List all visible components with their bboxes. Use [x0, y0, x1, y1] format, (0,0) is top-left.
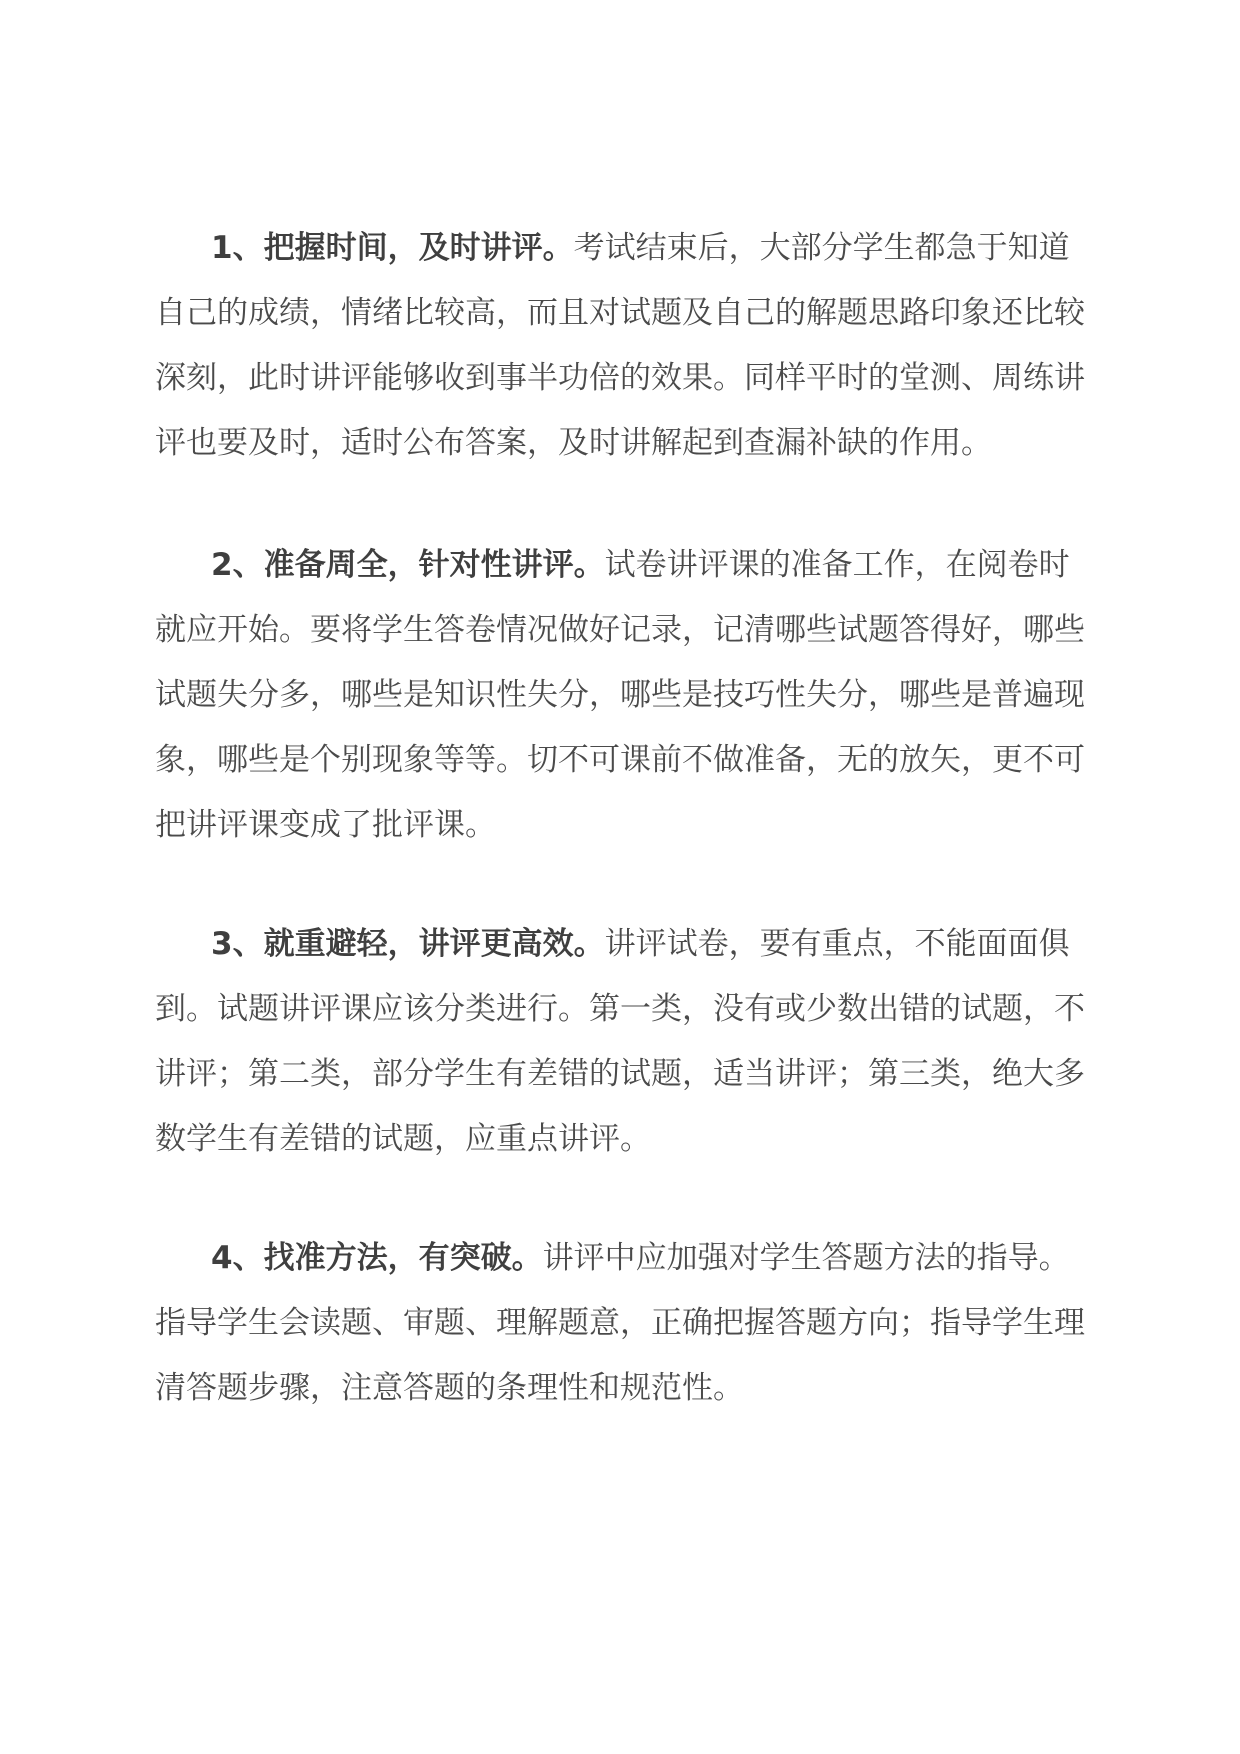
paragraph-2 — [155, 533, 1090, 858]
paragraph-text: 讲评中应加强对学生答题方法的指导。指导学生会读题、审题、理解题意，正确把握答题方向；指导学生理清答题步骤，注意答题的条理性和规范性。 — [155, 1240, 1085, 1406]
paragraph-text: 考试结束后，大部分学生都急于知道自己的成绩，情绪比较高，而且对试题及自己的解题思路印象还比较深刻，此时讲评能够收到事半功倍的效果。同样平时的堂测、周练讲评也要及时，适时公布答案，及时讲解起到查漏补缺的作用。 — [155, 230, 1085, 461]
paragraph-heading: 3、就重避轻，讲评更高效。 — [211, 926, 605, 962]
paragraph-text: 讲评试卷，要有重点，不能面面俱到。试题讲评课应该分类进行。第一类，没有或少数出错的试题，不讲评；第二类，部分学生有差错的试题，适当讲评；第三类，绝大多数学生有差错的试题，应重点讲评。 — [155, 926, 1085, 1157]
paragraph-heading: 2、准备周全，针对性讲评。 — [211, 547, 605, 583]
paragraph-heading: 4、找准方法，有突破。 — [211, 1240, 543, 1276]
paragraph-3 — [155, 912, 1090, 1172]
document-body — [155, 216, 1090, 1475]
paragraph-4 — [155, 1226, 1090, 1421]
paragraph-text: 试卷讲评课的准备工作，在阅卷时就应开始。要将学生答卷情况做好记录，记清哪些试题答得好，哪些试题失分多，哪些是知识性失分，哪些是技巧性失分，哪些是普遍现象，哪些是个别现象等等。切不可课前不做准备，无的放矢，更不可把讲评课变成了批评课。 — [155, 547, 1085, 843]
paragraph-1 — [155, 216, 1090, 476]
paragraph-heading: 1、把握时间，及时讲评。 — [211, 230, 574, 266]
